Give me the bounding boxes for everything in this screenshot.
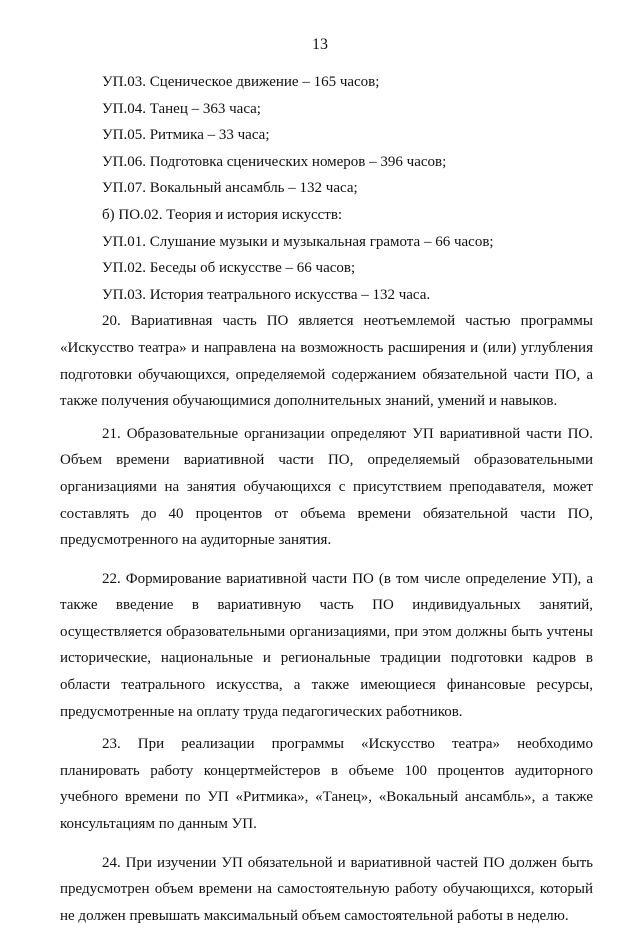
document-body [60,69,593,929]
page-number: 13 [312,36,328,53]
list-item: УП.07. Вокальный ансамбль – 132 часа; [102,180,358,197]
paragraph-23: 23. При реализации программы «Искусство театра» необходимо планировать работу концертмейстеров в объеме 100 процентов аудиторного учебного времени по УП «Ритмика», «Танец», «Вокальный ансамбль», а также консультациям по данным УП. [60,736,593,833]
list-item: УП.04. Танец – 363 часа; [102,100,261,117]
section-heading: б) ПО.02. Теория и история искусств: [102,206,343,223]
list-item: УП.03. Сценическое движение – 165 часов; [102,74,380,90]
curriculum-list-a [60,69,593,202]
list-item: УП.02. Беседы об искусстве – 66 часов; [102,260,356,277]
paragraph-24: 24. При изучении УП обязательной и вариативной частей ПО должен быть предусмотрен объем времени на самостоятельную работу обучающихся, который не должен превышать максимальный объем самостоятельной работы в неделю. [60,854,593,924]
paragraph-21: 21. Образовательные организации определяют УП вариативной части ПО. Объем времени вариативной части ПО, определяемый образовательными организациями на занятия обучающихся с присутствием преподавателя, может составлять до 40 процентов от объема времени обязательной части ПО, предусмотренного на аудиторные занятия. [60,425,593,549]
paragraph-22: 22. Формирование вариативной части ПО (в том числе определение УП), а также введение в вариативную часть ПО индивидуальных занятий, осуществляется образовательными организациями, при этом должны быть учтены исторические, национальные и региональные традиции подготовки кадров в области театрального искусства, а также имеющиеся финансовые ресурсы, предусмотренные на оплату труда педагогических работников. [60,570,593,720]
curriculum-section-b [60,202,593,308]
list-item: УП.03. История театрального искусства – 132 часа. [102,286,431,303]
list-item: УП.06. Подготовка сценических номеров – 396 часов; [102,153,447,170]
paragraph-20: 20. Вариативная часть ПО является неотъемлемой частью программы «Искусство театра» и направлена на возможность расширения и (или) углубления подготовки обучающихся, определяемой содержанием обязательной части ПО, а также получения обучающимися дополнительных знаний, умений и навыков. [60,313,593,410]
list-item: УП.01. Слушание музыки и музыкальная грамота – 66 часов; [102,233,494,250]
list-item: УП.05. Ритмика – 33 часа; [102,127,270,144]
